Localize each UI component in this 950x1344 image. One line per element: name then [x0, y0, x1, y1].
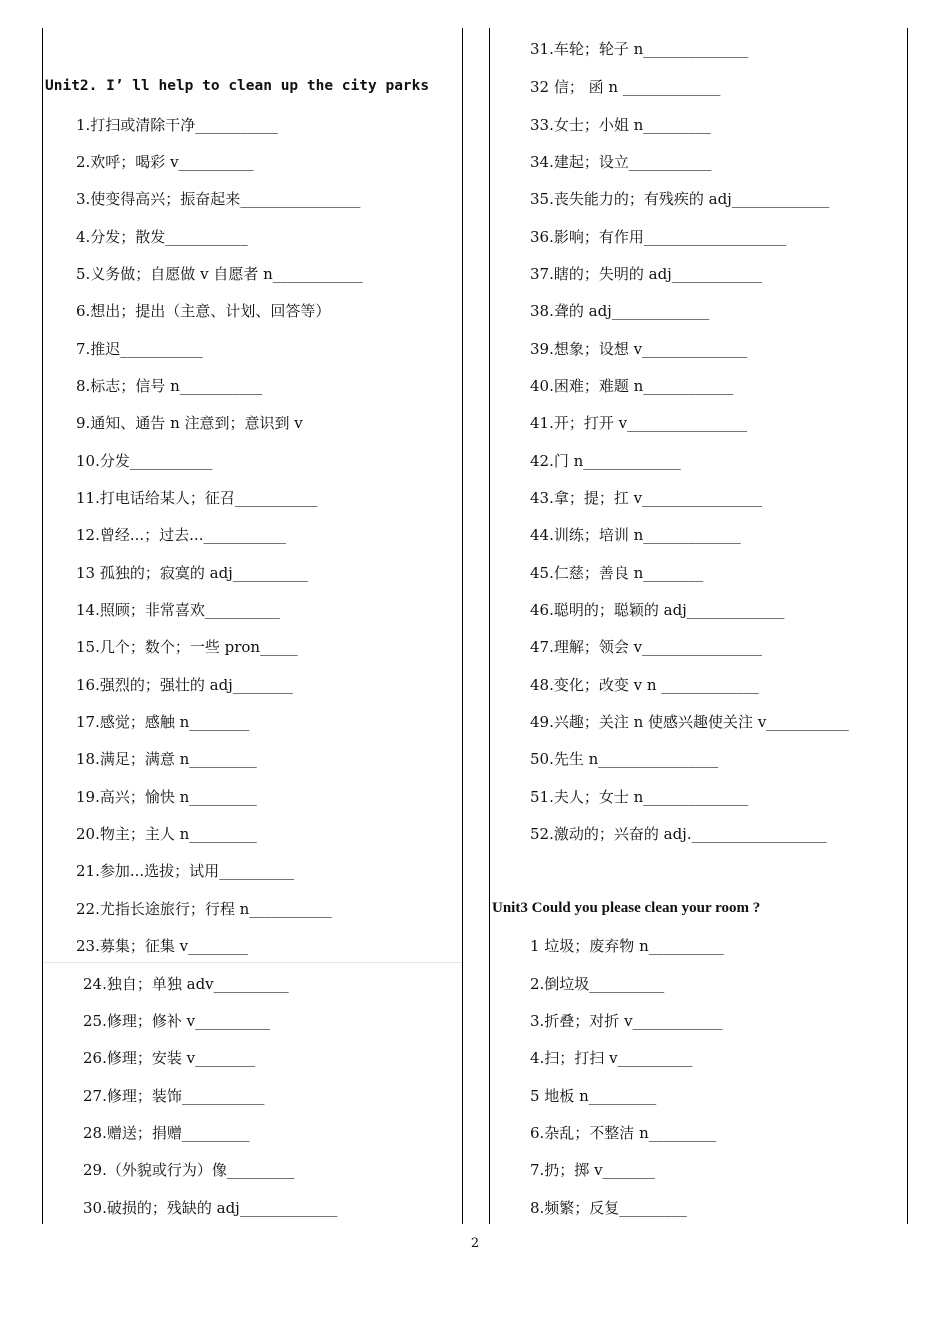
unit2-heading: Unit2. I’ ll help to clean up the city parks	[45, 78, 430, 94]
vocab-item: 1 垃圾；废弃物 n__________	[530, 937, 724, 955]
vocab-item: 38.聋的 adj_____________	[530, 302, 710, 320]
vocab-item: 3.使变得高兴；振奋起来________________	[76, 190, 361, 208]
vocab-item: 17.感觉；感触 n________	[76, 713, 250, 731]
vocab-item: 31.车轮；轮子 n______________	[530, 40, 749, 58]
vocab-item: 43.拿；提；扛 v________________	[530, 489, 763, 507]
vocab-item: 33.女士；小姐 n_________	[530, 116, 711, 134]
vocab-item: 26.修理；安装 v________	[83, 1049, 256, 1067]
vocab-item: 39.想象；设想 v______________	[530, 340, 748, 358]
vocab-item: 18.满足；满意 n_________	[76, 750, 257, 768]
vocab-item: 42.门 n_____________	[530, 452, 681, 470]
vocab-item: 11.打电话给某人；征召___________	[76, 489, 318, 507]
vocab-item: 7.扔；掷 v_______	[530, 1161, 656, 1179]
vocab-item: 2.倒垃圾__________	[530, 975, 665, 993]
vocab-item: 52.激动的；兴奋的 adj.__________________	[530, 825, 827, 843]
vocab-item: 27.修理；装饰___________	[83, 1087, 265, 1105]
middle-border-line-1	[462, 28, 463, 1224]
vocab-item: 22.尤指长途旅行；行程 n___________	[76, 900, 332, 918]
vocab-item: 40.困难；难题 n____________	[530, 377, 734, 395]
vocab-item: 20.物主；主人 n_________	[76, 825, 257, 843]
vocab-item: 25.修理；修补 v__________	[83, 1012, 271, 1030]
vocab-item: 6.杂乱；不整洁 n_________	[530, 1124, 717, 1142]
vocab-item: 30.破损的；残缺的 adj_____________	[83, 1199, 338, 1217]
vocab-item: 50.先生 n________________	[530, 750, 719, 768]
unit3-heading: Unit3 Could you please clean your room ?	[492, 900, 761, 916]
vocab-item: 19.高兴；愉快 n_________	[76, 788, 257, 806]
vocab-item: 12.曾经...；过去...___________	[76, 526, 286, 544]
left-border-line	[42, 28, 43, 1224]
middle-border-line-2	[489, 28, 490, 1224]
vocab-item: 4.分发；散发___________	[76, 228, 248, 246]
vocab-item: 8.标志；信号 n___________	[76, 377, 263, 395]
vocab-item: 16.强烈的；强壮的 adj________	[76, 676, 293, 694]
vocab-item: 29.（外貌或行为）像_________	[83, 1161, 295, 1179]
vocab-item: 7.推迟___________	[76, 340, 203, 358]
vocab-item: 47.理解；领会 v________________	[530, 638, 763, 656]
vocab-item: 14.照顾；非常喜欢__________	[76, 601, 280, 619]
vocab-item: 44.训练；培训 n_____________	[530, 526, 741, 544]
vocab-item: 34.建起；设立___________	[530, 153, 712, 171]
vocab-item: 5.义务做；自愿做 v 自愿者 n____________	[76, 265, 363, 283]
vocab-item: 51.夫人；女士 n______________	[530, 788, 749, 806]
vocab-item: 9.通知、通告 n 注意到；意识到 v	[76, 414, 303, 432]
vocab-item: 6.想出；提出（主意、计划、回答等）	[76, 302, 331, 320]
vocab-item: 2.欢呼；喝彩 v__________	[76, 153, 254, 171]
vocab-item: 45.仁慈；善良 n________	[530, 564, 704, 582]
vocab-item: 10.分发___________	[76, 452, 213, 470]
vocab-item: 21.参加...选拔；试用__________	[76, 862, 295, 880]
vocab-item: 23.募集；征集 v________	[76, 937, 249, 955]
vocab-item: 36.影响；有作用___________________	[530, 228, 787, 246]
vocab-item: 28.赠送；捐赠_________	[83, 1124, 250, 1142]
right-border-line	[907, 28, 908, 1224]
vocab-item: 3.折叠；对折 v____________	[530, 1012, 723, 1030]
vocab-item: 37.瞎的；失明的 adj____________	[530, 265, 762, 283]
vocab-item: 8.频繁；反复_________	[530, 1199, 687, 1217]
vocab-item: 4.扫；打扫 v__________	[530, 1049, 693, 1067]
vocab-item: 35.丧失能力的；有残疾的 adj_____________	[530, 190, 830, 208]
vocab-item: 48.变化；改变 v n _____________	[530, 676, 759, 694]
vocab-item: 24.独自；单独 adv__________	[83, 975, 289, 993]
vocab-item: 1.打扫或清除干净___________	[76, 116, 278, 134]
vocab-item: 46.聪明的；聪颖的 adj_____________	[530, 601, 785, 619]
page-number: 2	[470, 1236, 480, 1251]
vocab-item: 13 孤独的；寂寞的 adj__________	[76, 564, 308, 582]
vocab-item: 5 地板 n_________	[530, 1087, 657, 1105]
vocab-item: 49.兴趣；关注 n 使感兴趣使关注 v___________	[530, 713, 849, 731]
vocab-item: 41.开；打开 v________________	[530, 414, 748, 432]
page-break-separator	[43, 962, 462, 963]
vocab-item: 15.几个；数个；一些 pron_____	[76, 638, 298, 656]
vocab-item: 32 信； 函 n _____________	[530, 78, 721, 96]
